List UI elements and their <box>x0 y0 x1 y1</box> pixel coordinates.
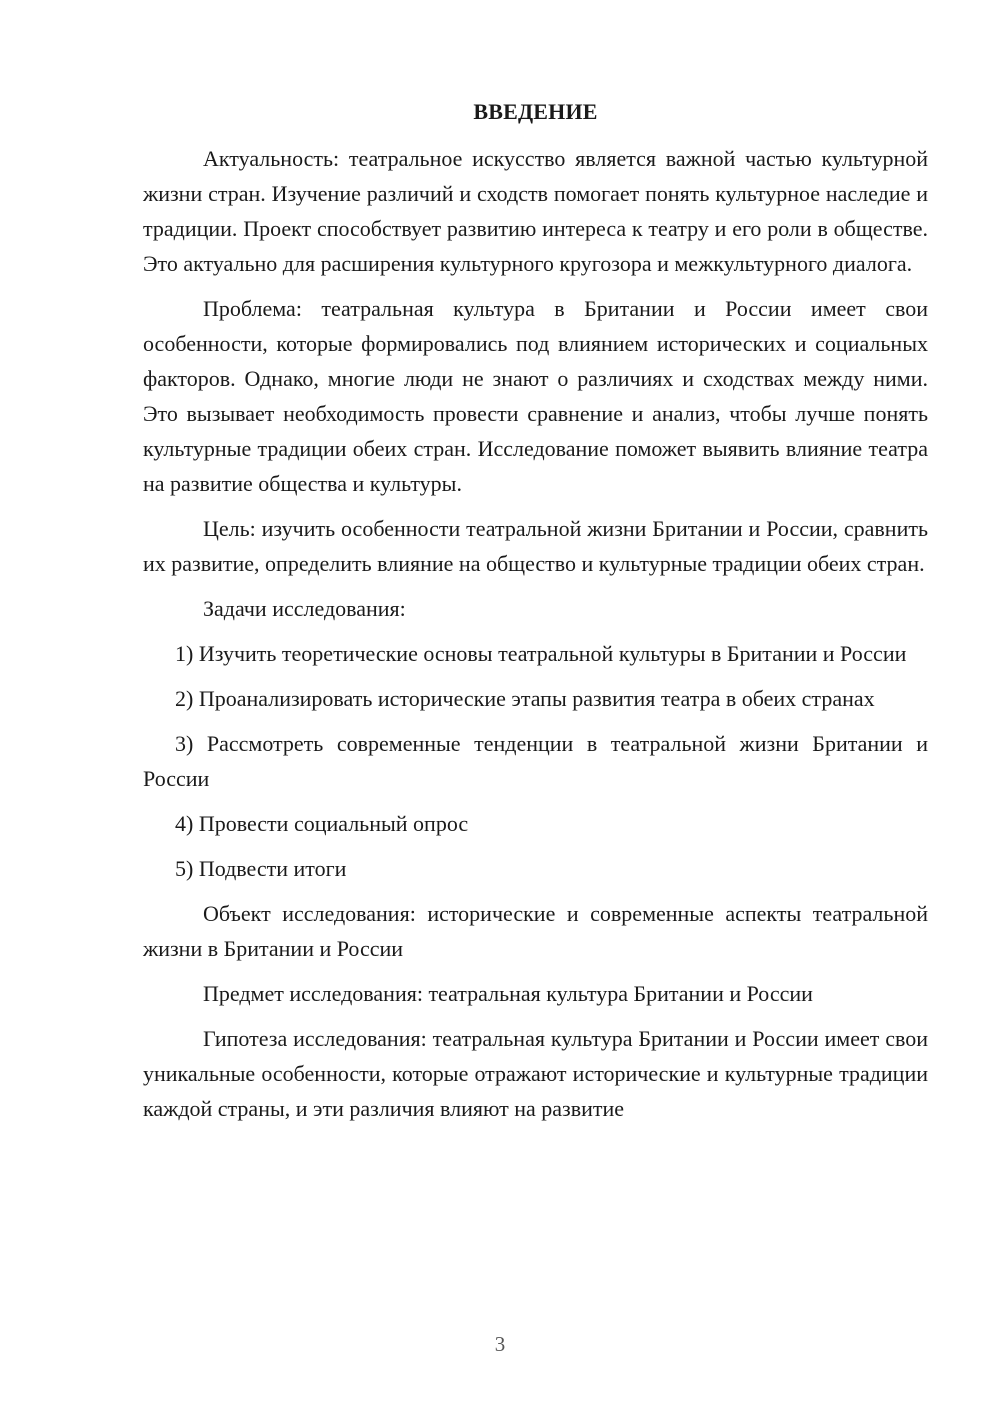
problem-paragraph: Проблема: театральная культура в Британии и России имеет свои особенности, которые формировались под влиянием исторических и социальных факторов. Однако, многие люди не знают о различиях и сходствах между ними. Это вызывает необходимость провести сравнение и анализ, чтобы лучше понять культурные традиции обеих стран. Исследование поможет выявить влияние театра на развитие общества и культуры. <box>143 296 928 496</box>
task-item-3: 3) Рассмотреть современные тенденции в театральной жизни Британии и России <box>143 731 928 791</box>
document-body <box>143 94 928 1136</box>
relevance-paragraph: Актуальность: театральное искусство является важной частью культурной жизни стран. Изучение различий и сходств помогает понять культурное наследие и традиции. Проект способствует развитию интереса к театру и его роли в обществе. Это актуально для расширения культурного кругозора и межкультурного диалога. <box>143 146 928 276</box>
object-paragraph: Объект исследования: исторические и современные аспекты театральной жизни в Британии и России <box>143 901 928 961</box>
tasks-heading: Задачи исследования: <box>203 596 406 621</box>
page-number: 3 <box>494 1332 506 1356</box>
task-item-1: 1) Изучить теоретические основы театральной культуры в Британии и России <box>175 641 907 666</box>
task-item-2: 2) Проанализировать исторические этапы развития театра в обеих странах <box>175 686 875 711</box>
task-item-4: 4) Провести социальный опрос <box>175 811 469 836</box>
hypothesis-paragraph: Гипотеза исследования: театральная культура Британии и России имеет свои уникальные особенности, которые отражают исторические и культурные традиции каждой страны, и эти различия влияют на развитие <box>143 1026 928 1121</box>
section-title: ВВЕДЕНИЕ <box>473 99 598 124</box>
task-item-5: 5) Подвести итоги <box>175 856 347 881</box>
goal-paragraph: Цель: изучить особенности театральной жизни Британии и России, сравнить их развитие, определить влияние на общество и культурные традиции обеих стран. <box>143 516 928 576</box>
subject-paragraph: Предмет исследования: театральная культура Британии и России <box>203 981 813 1006</box>
